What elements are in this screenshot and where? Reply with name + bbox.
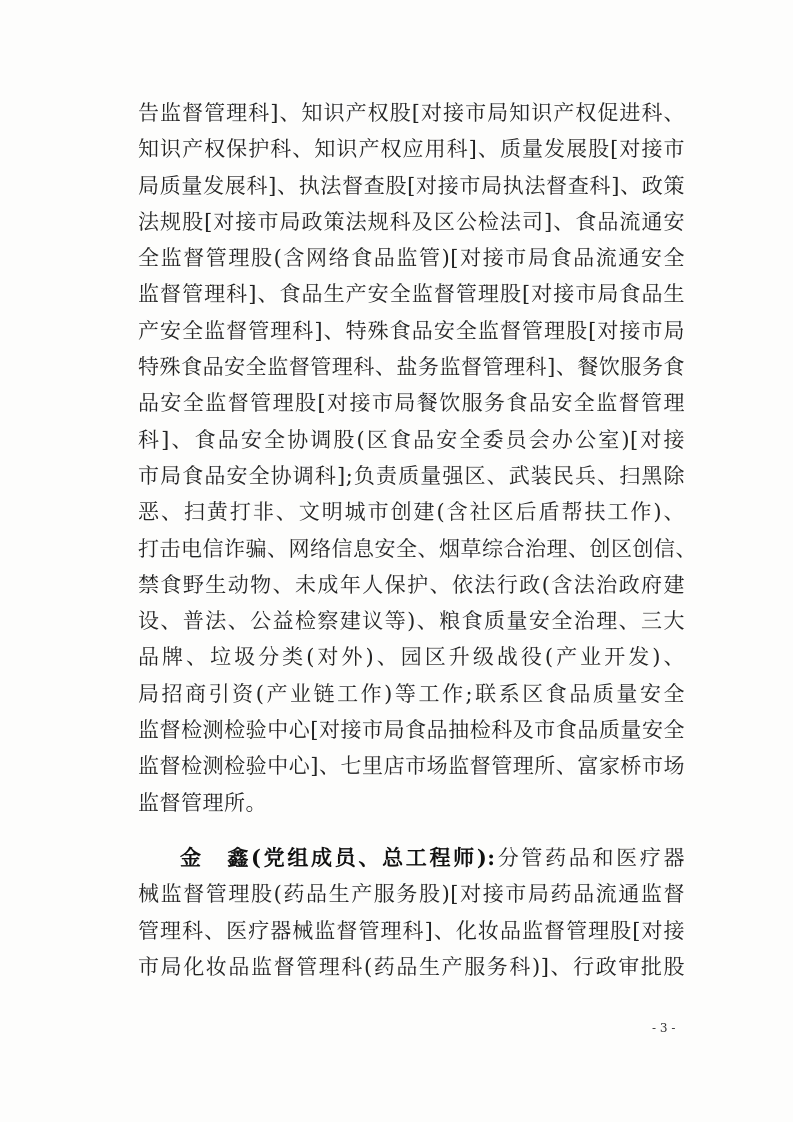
- paragraph-duties-continued: [138, 95, 697, 821]
- text-line: 品安全监督管理股[对接市局餐饮服务食品安全监督管理: [138, 391, 685, 416]
- text-line: 禁食野生动物、未成年人保护、依法行政(含法治政府建: [138, 572, 685, 597]
- text-line: 监督管理科]、食品生产安全监督管理股[对接市局食品生: [138, 282, 685, 307]
- text-line-first: [138, 840, 685, 876]
- text-line: 监督管理所。: [138, 790, 267, 815]
- text-line: 管理科、医疗器械监督管理科]、化妆品监督管理股[对接: [138, 918, 685, 943]
- document-body: [138, 95, 697, 985]
- text-line: 告监督管理科]、知识产权股[对接市局知识产权促进科、: [138, 101, 685, 125]
- text-line: 品牌、垃圾分类(对外)、园区升级战役(产业开发)、: [138, 645, 685, 670]
- text-line: 市局食品安全协调科];负责质量强区、武装民兵、扫黑除: [138, 463, 685, 488]
- text-line: 特殊食品安全监督管理科、盐务监督管理科]、餐饮服务食: [138, 355, 685, 380]
- text-line: 监督检测检验中心[对接市局食品抽检科及市食品质量安全: [138, 718, 685, 743]
- text-line: 市局化妆品监督管理科(药品生产服务科)]、行政审批股: [138, 954, 685, 979]
- text-line: 设、普法、公益检察建议等)、粮食质量安全治理、三大: [138, 609, 685, 634]
- text-line: 知识产权保护科、知识产权应用科]、质量发展股[对接市: [138, 137, 685, 162]
- text-line: 局质量发展科]、执法督查股[对接市局执法督查科]、政策: [138, 173, 685, 198]
- text-line: 械监督管理股(药品生产服务股)[对接市局药品流通监督: [138, 882, 685, 907]
- paragraph-jin-xin: [138, 840, 685, 985]
- text-line: 恶、扫黄打非、文明城市创建(含社区后盾帮扶工作)、: [138, 500, 685, 525]
- text-line: 打击电信诈骗、网络信息安全、烟草综合治理、创区创信、: [138, 536, 697, 561]
- text-line: 产安全监督管理科]、特殊食品安全监督管理股[对接市局: [138, 318, 685, 343]
- text-line: 法规股[对接市局政策法规科及区公检法司]、食品流通安: [138, 209, 685, 234]
- text-line: 科]、食品安全协调股(区食品安全委员会办公室)[对接: [138, 427, 685, 452]
- official-name-title: 金 鑫(党组成员、总工程师):: [180, 844, 496, 870]
- text-line-rest: 分管药品和医疗器: [495, 845, 686, 870]
- text-line: 监督检测检验中心]、七里店市场监督管理所、富家桥市场: [138, 754, 685, 779]
- page-number: - 3 -: [652, 1021, 676, 1035]
- text-line: 全监督管理股(含网络食品监管)[对接市局食品流通安全: [138, 246, 685, 271]
- text-line: 局招商引资(产业链工作)等工作;联系区食品质量安全: [138, 681, 685, 706]
